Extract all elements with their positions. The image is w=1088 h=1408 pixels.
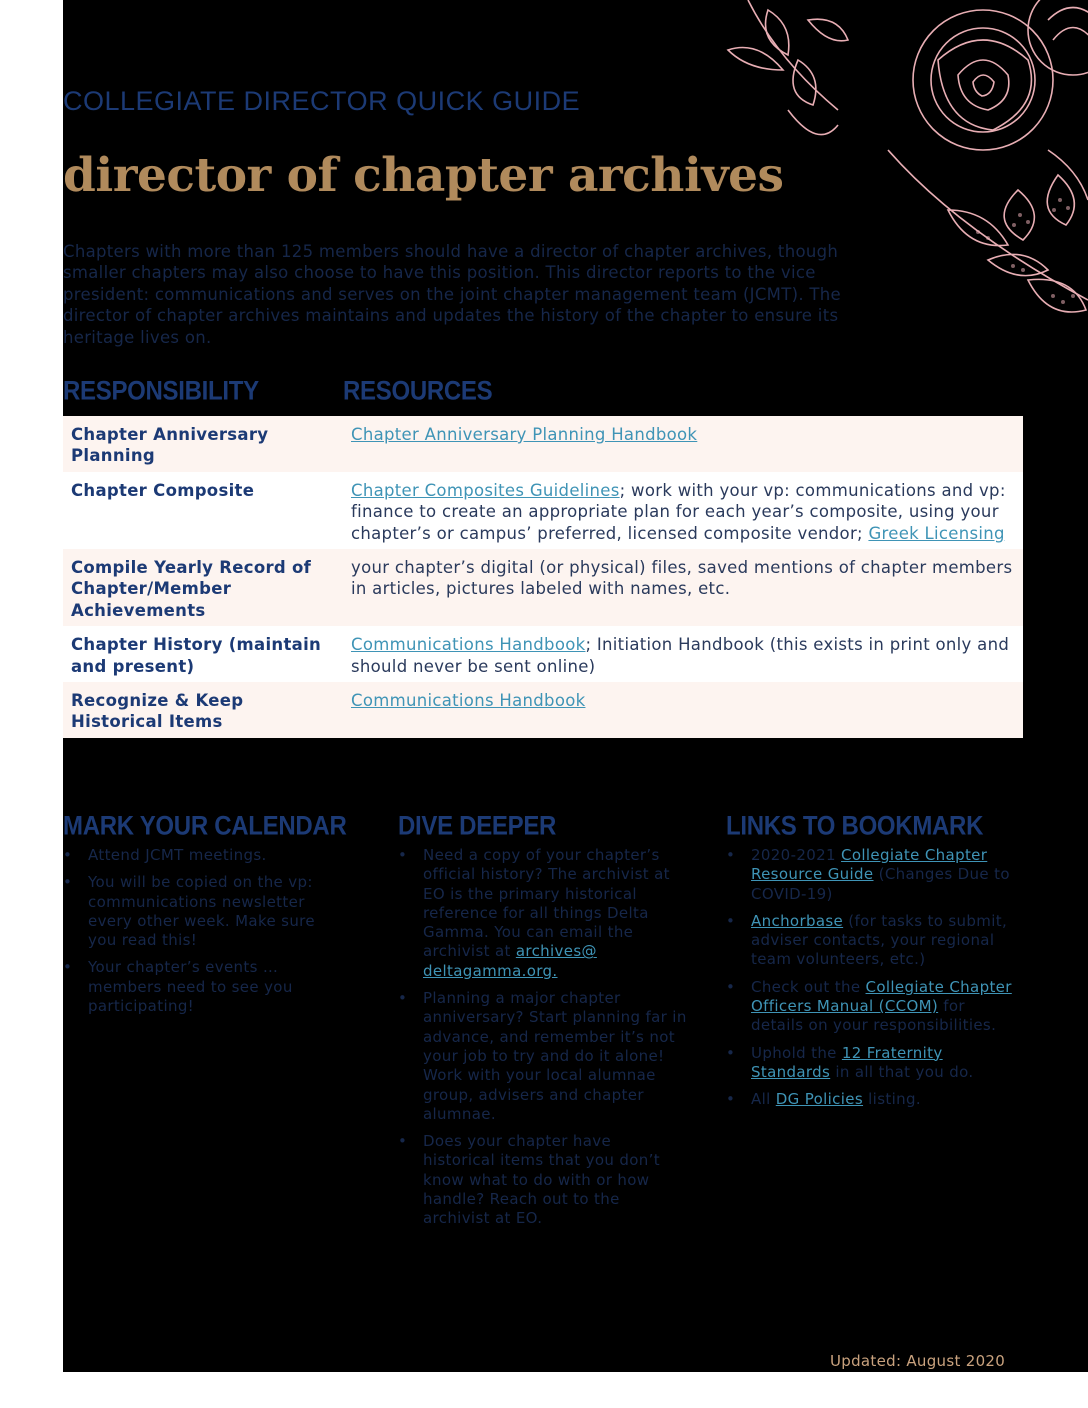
list-item	[63, 958, 348, 1016]
list-item-text: listing.	[863, 1090, 921, 1109]
responsibility-cell: Chapter History (maintain and present)	[63, 626, 343, 682]
greek-licensing-link[interactable]: Greek Licensing	[868, 523, 1005, 543]
anniversary-handbook-link[interactable]: Chapter Anniversary Planning Handbook	[351, 425, 698, 444]
list-item-text: All	[751, 1090, 776, 1109]
composites-guidelines-link[interactable]: Chapter Composites Guidelines	[351, 480, 620, 500]
communications-handbook-link[interactable]: Communications Handbook	[351, 635, 586, 655]
table-row	[63, 549, 1023, 626]
bullet-icon: •	[398, 1132, 408, 1151]
resources-text: your chapter’s digital (or physical) files, saved mentions of chapter members in articles, pictures labeled with names, etc.	[351, 558, 1013, 599]
resource-guide-link[interactable]: Collegiate Chapter Resource Guide	[751, 846, 988, 884]
ccom-link[interactable]: Collegiate Chapter Officers Manual (CCOM)	[751, 977, 1012, 1016]
links-heading: LINKS TO BOOKMARK	[726, 811, 984, 842]
responsibility-cell: Chapter Composite	[63, 472, 343, 549]
responsibility-cell: Compile Yearly Record of Chapter/Member Achievements	[63, 549, 343, 626]
table-row	[63, 626, 1023, 682]
page	[63, 0, 1088, 1372]
list-item-text: Need a copy of your chapter’s official history? The archivist at EO is the primary historical reference for all things Delta Gamma. You can email the archivist at	[423, 846, 670, 961]
list-item	[726, 846, 1021, 904]
list-item	[726, 912, 1021, 970]
resources-text: ; work with your vp: communications and vp: finance to create an appropriate plan for each year’s composite, using your chapter’s or campus’ preferred, licensed composite vendor;	[351, 480, 1006, 543]
list-item-text: You will be copied on the vp: communications newsletter every other week. Make sure you read this!	[88, 873, 315, 950]
resources-text: ; Initiation Handbook (this exists in print only and should never be sent online)	[351, 635, 1010, 676]
archives-email-link[interactable]: archives@ deltagamma.org.	[423, 942, 597, 980]
resources-cell	[343, 549, 1023, 626]
resources-cell	[343, 682, 1023, 738]
calendar-heading: MARK YOUR CALENDAR	[63, 811, 347, 842]
dive-deeper-heading: DIVE DEEPER	[398, 811, 557, 842]
guide-eyebrow: COLLEGIATE DIRECTOR QUICK GUIDE	[63, 86, 581, 116]
table-row	[63, 472, 1023, 549]
resources-cell	[343, 416, 1023, 472]
fraternity-standards-link[interactable]: 12 Fraternity Standards	[751, 1043, 943, 1081]
bullet-icon: •	[726, 911, 736, 930]
list-item	[398, 846, 688, 981]
bullet-icon: •	[398, 846, 408, 864]
communications-handbook-link[interactable]: Communications Handbook	[351, 691, 586, 711]
list-item-text: 2020-2021	[751, 846, 842, 864]
list-item	[726, 1090, 1021, 1109]
list-item	[726, 1044, 1021, 1083]
list-item	[726, 978, 1021, 1036]
bullet-icon: •	[63, 846, 73, 864]
table-row	[63, 682, 1023, 738]
list-item	[398, 989, 688, 1124]
list-item-text: Attend JCMT meetings.	[88, 846, 267, 864]
list-item-text: (Changes Due to COVID-19)	[751, 865, 1010, 903]
list-item-text: Uphold the	[751, 1043, 842, 1062]
responsibility-cell: Chapter Anniversary Planning	[63, 416, 343, 472]
dg-policies-link[interactable]: DG Policies	[775, 1090, 864, 1109]
dive-deeper-list	[398, 846, 688, 1237]
anchorbase-link[interactable]: Anchorbase	[751, 911, 844, 930]
list-item-text: for details on your responsibilities.	[751, 997, 997, 1035]
list-item-text: Planning a major chapter anniversary? Start planning far in advance, and remember it’s not your job to try and do it alone! Work with your local alumnae group, advisers and chapter alumnae.	[423, 989, 687, 1123]
bullet-icon: •	[726, 1090, 736, 1109]
responsibility-table	[63, 416, 1023, 738]
bullet-icon: •	[63, 958, 73, 977]
resources-cell	[343, 626, 1023, 682]
calendar-list	[63, 846, 348, 1024]
list-item	[398, 1132, 688, 1228]
responsibility-heading: RESPONSIBILITY	[63, 376, 259, 407]
page-title: director of chapter archives	[63, 148, 784, 203]
bullet-icon: •	[726, 977, 736, 996]
bullet-icon: •	[726, 846, 736, 864]
updated-date: Updated: August 2020	[830, 1352, 1006, 1370]
bullet-icon: •	[63, 873, 73, 892]
list-item-text: Check out the	[751, 977, 866, 996]
bullet-icon: •	[726, 1043, 736, 1062]
links-list	[726, 846, 1021, 1118]
responsibility-cell: Recognize & Keep Historical Items	[63, 682, 343, 738]
bullet-icon: •	[398, 989, 408, 1008]
list-item	[63, 873, 348, 950]
intro-paragraph: Chapters with more than 125 members should have a director of chapter archives, though smaller chapters may also choose to have this position. This director reports to the vice president: communications and serves on the joint chapter management team (JCMT). The director of chapter archives maintains and updates the history of the chapter to ensure its heritage lives on.	[63, 242, 841, 347]
table-row	[63, 416, 1023, 472]
resources-cell	[343, 472, 1023, 549]
list-item-text: (for tasks to submit, adviser contacts, your regional team volunteers, etc.)	[751, 911, 1008, 969]
list-item	[63, 846, 348, 865]
list-item-text: in all that you do.	[830, 1062, 974, 1081]
list-item-text: Does your chapter have historical items that you don’t know what to do with or how handle? Reach out to the archivist at EO.	[423, 1132, 660, 1228]
resources-heading: RESOURCES	[343, 376, 493, 407]
list-item-text: Your chapter’s events … members need to see you participating!	[88, 958, 293, 1016]
